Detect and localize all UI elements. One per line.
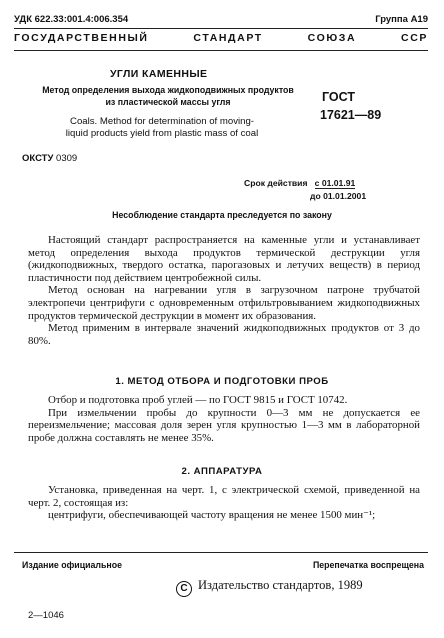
intro-paragraph: Метод основан на нагревании угля в загрузочном патроне трубчатой электропечи центрифуги с одновременным отфильтровыванием жидкоподвижных продуктов термической деструкции в момент их образования. — [28, 284, 420, 322]
publisher-text: Издательство стандартов, 1989 — [198, 578, 363, 592]
official-edition-label: Издание официальное — [22, 560, 122, 570]
footer-rule — [14, 552, 428, 553]
section1-paragraph: При измельчении пробы до крупности 0—3 мм не допускается ее переизмельчение; массовая доля зерен угля крупностью 1—3 мм в лабораторной пробе должна составлять не менее 35%. — [28, 406, 420, 444]
section1-text — [28, 394, 420, 444]
section2-paragraph: Установка, приведенная на черт. 1, с электрической схемой, приведенной на черт. 2, состоящая из: — [28, 484, 420, 509]
banner-rule — [14, 50, 428, 51]
section2-heading: 2. АППАРАТУРА — [181, 466, 263, 477]
title-subtitle: Метод определения выхода жидкоподвижных продуктов из пластической массы угля — [42, 85, 294, 107]
validity-block — [244, 177, 366, 203]
title-english: Coals. Method for determination of moving-liquid products yield from plastic mass of coal — [65, 116, 259, 139]
intro-text — [28, 234, 420, 347]
gost-label: ГОСТ — [322, 90, 355, 104]
intro-paragraph: Метод применим в интервале значений жидкоподвижных продуктов от 3 до 80%. — [28, 322, 420, 347]
intro-paragraph: Настоящий стандарт распространяется на каменные угли и устанавливает метод определения выхода продуктов термической деструкции угля (жидкоподвижных, твердого остатка, парогазовых и летучих веществ) в период пластичности под действием центробежной силы. — [28, 234, 420, 284]
section2-paragraph: центрифуги, обеспечивающей частоту вращения не менее 1500 мин⁻¹; — [48, 509, 376, 522]
reprint-notice: Перепечатка воспрещена — [312, 560, 424, 570]
okstu-value: 0309 — [56, 153, 78, 164]
legal-notice: Несоблюдение стандарта преследуется по закону — [112, 210, 332, 220]
section1-heading: 1. МЕТОД ОТБОРА И ПОДГОТОВКИ ПРОБ — [115, 376, 329, 387]
validity-label: Срок действия — [244, 178, 308, 188]
top-rule — [14, 28, 428, 29]
copyright-icon: C — [176, 581, 192, 597]
copyright-line — [176, 578, 363, 597]
order-number: 2—1046 — [28, 610, 64, 621]
section2-text — [28, 484, 420, 522]
standard-banner: ГОСУДАРСТВЕННЫЙ СТАНДАРТ СОЮЗА ССР — [14, 32, 428, 44]
section1-paragraph: Отбор и подготовка проб углей — по ГОСТ 9815 и ГОСТ 10742. — [48, 394, 348, 406]
gost-number: 17621—89 — [320, 108, 382, 122]
okstu-code — [22, 153, 77, 164]
group-code: Группа А19 — [375, 14, 428, 25]
title-main: УГЛИ КАМЕННЫЕ — [110, 68, 208, 80]
validity-from: с 01.01.91 — [314, 178, 356, 188]
okstu-label: ОКСТУ — [22, 153, 54, 164]
validity-to: до 01.01.2001 — [310, 191, 367, 201]
udk-code: УДК 622.33:001.4:006.354 — [14, 14, 129, 25]
